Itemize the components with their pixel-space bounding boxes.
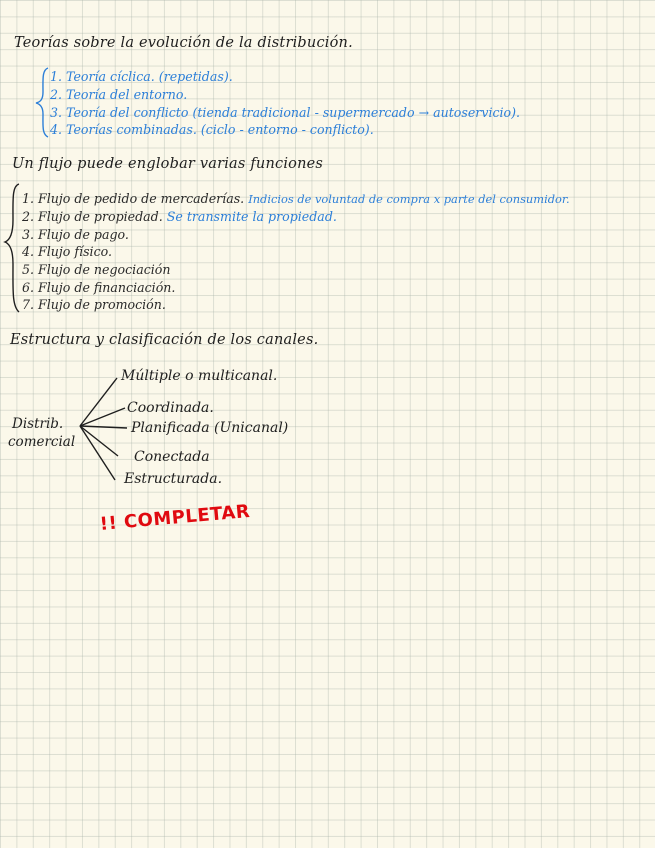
channels-root-line1: Distrib. xyxy=(12,416,64,432)
flow-item-4: 4. Flujo físico. xyxy=(22,244,112,259)
flow-item-2-note: Se transmite la propiedad. xyxy=(166,209,337,224)
flow-item-2-label: 2. Flujo de propiedad. xyxy=(22,209,163,224)
channel-branch-conectada: Conectada xyxy=(134,449,210,465)
flow-item-1 xyxy=(22,193,570,206)
flow-item-1-label: 1. Flujo de pedido de mercaderías. xyxy=(22,191,245,206)
channel-branch-estructurada: Estructurada. xyxy=(124,471,223,487)
theory-item-1: 1. Teoría cíclica. (repetidas). xyxy=(50,69,233,84)
flow-item-7: 7. Flujo de promoción. xyxy=(22,297,166,312)
channels-root-line2: comercial xyxy=(8,434,76,450)
theory-item-3: 3. Teoría del conflicto (tienda tradicional - supermercado → autoservicio). xyxy=(50,105,521,120)
complete-note: !! COMPLETAR xyxy=(99,500,252,535)
branch-line-planificada xyxy=(80,426,127,428)
theories-title: Teorías sobre la evolución de la distribución. xyxy=(14,35,353,51)
branch-line-coordinada xyxy=(80,408,125,426)
channel-branch-planificada: Planificada (Unicanal) xyxy=(131,420,289,436)
flows-brace xyxy=(5,184,19,312)
flow-item-1-note: Indicios de voluntad de compra x parte del consumidor. xyxy=(248,192,570,206)
branch-line-multiple xyxy=(80,378,117,426)
flows-title: Un flujo puede englobar varias funciones xyxy=(12,156,324,172)
flow-item-2 xyxy=(22,211,337,224)
theory-item-4: 4. Teorías combinadas. (ciclo - entorno - conflicto). xyxy=(50,122,374,137)
flow-item-6: 6. Flujo de financiación. xyxy=(22,280,176,295)
branch-line-conectada xyxy=(80,426,118,456)
channel-branch-multiple: Múltiple o multicanal. xyxy=(121,368,278,384)
channels-title: Estructura y clasificación de los canales. xyxy=(10,332,319,348)
flow-item-5: 5. Flujo de negociación xyxy=(22,262,171,277)
theories-brace xyxy=(36,68,48,137)
channel-branch-coordinada: Coordinada. xyxy=(127,400,214,416)
flow-item-3: 3. Flujo de pago. xyxy=(22,227,129,242)
theory-item-2: 2. Teoría del entorno. xyxy=(50,87,188,102)
branch-line-estructurada xyxy=(80,426,115,480)
